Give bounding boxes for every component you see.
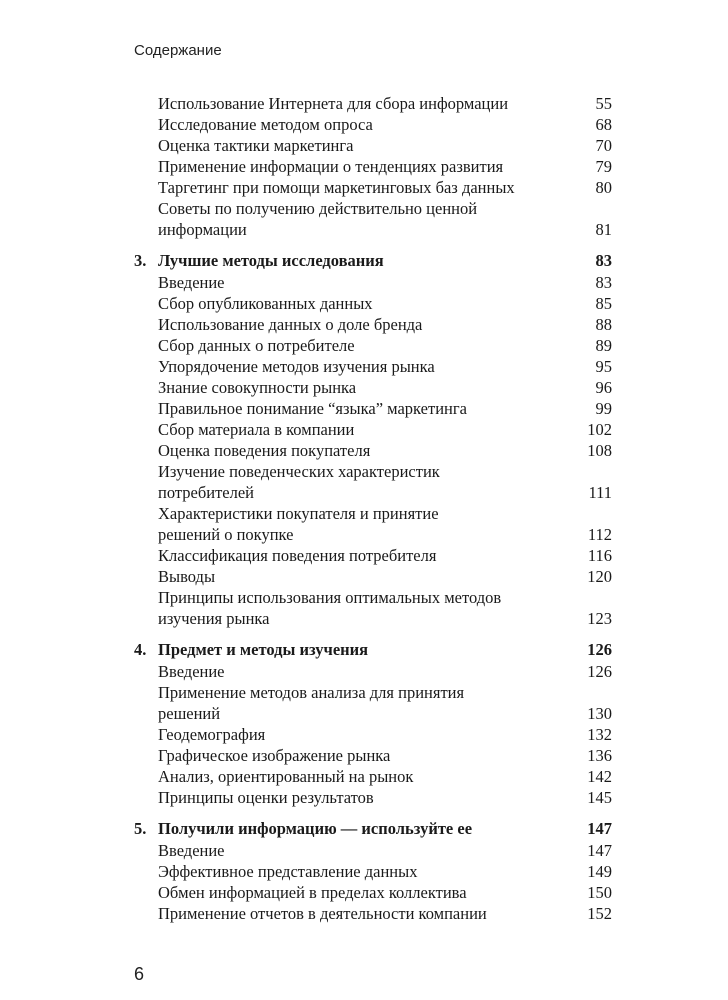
toc-entry xyxy=(134,356,612,377)
toc-entry-page: 95 xyxy=(595,357,612,376)
toc-entry-title: Сбор материала в компании xyxy=(158,420,355,439)
toc-entry-title: Выводы xyxy=(158,567,216,586)
toc-entry xyxy=(134,177,612,198)
toc-entry-page: 96 xyxy=(595,378,612,397)
chapter-number: 4. xyxy=(134,640,147,659)
chapter-title xyxy=(134,639,378,661)
toc-entry-title: Эффективное представление данных xyxy=(158,862,418,881)
chapter-title xyxy=(134,818,482,840)
toc-entry-title: Оценка поведения покупателя xyxy=(158,441,371,460)
toc-entry-title xyxy=(134,461,450,503)
toc-entry xyxy=(134,661,612,682)
toc-entry-page: 88 xyxy=(595,315,612,334)
toc-entry-title: Геодемография xyxy=(158,725,266,744)
toc-entry-title: Сбор опубликованных данных xyxy=(158,294,373,313)
toc-entry-page: 83 xyxy=(595,273,612,292)
toc-entry-page: 147 xyxy=(587,841,612,860)
chapter-heading-3 xyxy=(134,250,612,272)
toc-entry xyxy=(134,882,612,903)
chapter-title-text: Получили информацию — используйте ее xyxy=(158,819,473,838)
toc-entry-title: Упорядочение методов изучения рынка xyxy=(158,357,435,376)
toc-entry-page: 111 xyxy=(588,483,612,502)
toc-entry-title: Использование данных о доле бренда xyxy=(158,315,423,334)
toc-entry xyxy=(134,545,612,566)
toc-entry-page: 116 xyxy=(587,546,612,565)
toc-entry xyxy=(134,135,612,156)
toc-entry xyxy=(134,198,612,240)
toc-entry-page: 130 xyxy=(587,704,612,723)
toc-entry-page: 108 xyxy=(587,441,612,460)
toc-entry-title-line1: Применение методов анализа для принятия xyxy=(158,683,465,702)
toc-entry-page: 120 xyxy=(587,567,612,586)
toc-entry-page: 70 xyxy=(595,136,612,155)
toc-entry-page: 79 xyxy=(595,157,612,176)
toc-entry-title xyxy=(134,587,511,629)
toc-entry-title: Обмен информацией в пределах коллектива xyxy=(158,883,467,902)
toc-entry-title: Правильное понимание “языка” маркетинга xyxy=(158,399,467,418)
toc-entry-title: Введение xyxy=(158,662,225,681)
toc-entry-title-line1: Характеристики покупателя и принятие xyxy=(158,504,439,523)
page-number: 6 xyxy=(134,964,145,984)
toc-entry-title-line1: Советы по получению действительно ценной xyxy=(158,199,478,218)
toc-entry-title xyxy=(134,198,487,240)
toc-entry xyxy=(134,903,612,924)
toc-entry-page: 142 xyxy=(587,767,612,786)
chapter-page: 126 xyxy=(587,640,612,659)
toc-entry xyxy=(134,114,612,135)
toc-entry xyxy=(134,566,612,587)
toc-entry-title: Анализ, ориентированный на рынок xyxy=(158,767,414,786)
toc-entry-title: Введение xyxy=(158,273,225,292)
toc-entry xyxy=(134,861,612,882)
toc-entry-title-line2: изучения рынка xyxy=(158,609,270,628)
toc-entry-page: 149 xyxy=(587,862,612,881)
toc-entry-page: 123 xyxy=(587,609,612,628)
toc-entry xyxy=(134,461,612,503)
toc-entry xyxy=(134,335,612,356)
chapter-title-text: Предмет и методы изучения xyxy=(158,640,369,659)
chapter-page: 147 xyxy=(587,819,612,838)
toc-entry-page: 136 xyxy=(587,746,612,765)
toc-entry xyxy=(134,745,612,766)
toc-entry-page: 81 xyxy=(595,220,612,239)
toc-entry-page: 145 xyxy=(587,788,612,807)
toc-entry-title-line2: информации xyxy=(158,220,247,239)
toc-entry xyxy=(134,587,612,629)
toc-entry-title: Принципы оценки результатов xyxy=(158,788,374,807)
toc-entry-title-line1: Принципы использования оптимальных методов xyxy=(158,588,502,607)
toc-entry-page: 150 xyxy=(587,883,612,902)
toc-entry-page: 112 xyxy=(587,525,612,544)
chapter-title xyxy=(134,250,394,272)
toc-entry-title: Применение информации о тенденциях развития xyxy=(158,157,504,176)
toc-entry-page: 99 xyxy=(595,399,612,418)
toc-entry xyxy=(134,419,612,440)
chapter-number: 3. xyxy=(134,251,147,270)
chapter-heading-4 xyxy=(134,639,612,661)
chapter-title-text: Лучшие методы исследования xyxy=(158,251,384,270)
toc-entry xyxy=(134,440,612,461)
toc-entry-title: Применение отчетов в деятельности компании xyxy=(158,904,487,923)
toc-entry-page: 80 xyxy=(595,178,612,197)
toc-entry-page: 132 xyxy=(587,725,612,744)
toc-entry-title-line1: Изучение поведенческих характеристик xyxy=(158,462,440,481)
table-of-contents xyxy=(134,93,612,924)
toc-entry-title-line2: решений о покупке xyxy=(158,525,294,544)
toc-entry xyxy=(134,156,612,177)
toc-entry-title-line2: потребителей xyxy=(158,483,254,502)
toc-entry-page: 55 xyxy=(595,94,612,113)
toc-entry-title: Классификация поведения потребителя xyxy=(158,546,437,565)
toc-entry-title: Сбор данных о потребителе xyxy=(158,336,355,355)
toc-entry-title: Оценка тактики маркетинга xyxy=(158,136,354,155)
toc-entry-page: 126 xyxy=(587,662,612,681)
toc-entry xyxy=(134,293,612,314)
toc-entry-title: Таргетинг при помощи маркетинговых баз данных xyxy=(158,178,515,197)
toc-entry xyxy=(134,272,612,293)
toc-entry-title-line2: решений xyxy=(158,704,221,723)
toc-entry xyxy=(134,93,612,114)
chapter-page: 83 xyxy=(595,251,612,270)
toc-entry-title: Использование Интернета для сбора информации xyxy=(158,94,509,113)
toc-entry-title xyxy=(134,682,474,724)
toc-entry-page: 89 xyxy=(595,336,612,355)
toc-entry xyxy=(134,377,612,398)
toc-entry xyxy=(134,314,612,335)
toc-entry xyxy=(134,398,612,419)
toc-entry-title: Знание совокупности рынка xyxy=(158,378,357,397)
toc-entry xyxy=(134,682,612,724)
toc-entry xyxy=(134,840,612,861)
toc-entry xyxy=(134,766,612,787)
running-head: Содержание xyxy=(134,42,222,59)
toc-entry-page: 102 xyxy=(587,420,612,439)
toc-entry-page: 152 xyxy=(587,904,612,923)
toc-entry xyxy=(134,503,612,545)
chapter-heading-5 xyxy=(134,818,612,840)
toc-entry xyxy=(134,724,612,745)
toc-entry-title xyxy=(134,503,449,545)
toc-entry-title: Исследование методом опроса xyxy=(158,115,373,134)
toc-entry-title: Введение xyxy=(158,841,225,860)
toc-entry xyxy=(134,787,612,808)
toc-entry-page: 85 xyxy=(595,294,612,313)
toc-entry-page: 68 xyxy=(595,115,612,134)
toc-entry-title: Графическое изображение рынка xyxy=(158,746,391,765)
chapter-number: 5. xyxy=(134,819,147,838)
